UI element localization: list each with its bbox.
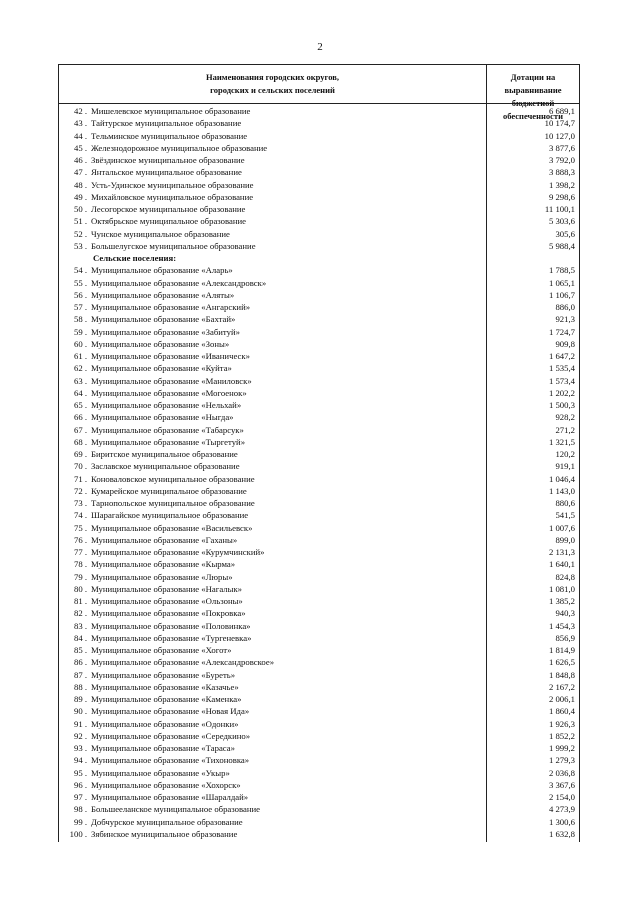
- row-value: 856,9: [555, 632, 575, 643]
- row-number: 82 .: [73, 608, 87, 619]
- row-name: Кумарейское муниципальное образование: [91, 485, 247, 496]
- row-number: 57 .: [73, 302, 87, 312]
- row-name: Муниципальное образование «Аларь»: [91, 265, 233, 276]
- table-row: [59, 166, 579, 178]
- row-number: 51 .: [73, 216, 87, 227]
- table-row: [59, 264, 579, 276]
- row-value: 1 046,4: [548, 473, 575, 484]
- row-name: Муниципальное образование «Укыр»: [91, 767, 230, 778]
- page-number: 2: [317, 41, 323, 53]
- row-value: 541,5: [555, 510, 575, 521]
- row-number: 64 .: [73, 387, 87, 398]
- table-row: [59, 620, 579, 632]
- row-value: 1 279,3: [548, 755, 575, 766]
- row-name: Муниципальное образование «Тыргетуй»: [91, 436, 246, 447]
- table-row: [59, 105, 579, 117]
- table-row: [59, 779, 579, 791]
- table-row: [59, 350, 579, 362]
- row-number: 66 .: [73, 412, 87, 423]
- row-name: Муниципальное образование «Ользоны»: [91, 596, 243, 606]
- header-value-line1: Дотации на выравнивание: [504, 72, 562, 95]
- row-name: Железнодорожное муниципальное образование: [91, 142, 268, 153]
- table-row: [59, 460, 579, 472]
- section-heading: Сельские поселения:: [93, 253, 177, 263]
- row-name: Муниципальное образование «Иваническ»: [91, 351, 250, 361]
- row-number: 75 .: [73, 522, 87, 533]
- table-row: [59, 338, 579, 350]
- row-value: 3 877,6: [548, 142, 575, 153]
- row-name: Муниципальное образование «Нельхай»: [91, 400, 242, 410]
- row-name: Добчурское муниципальное образование: [91, 816, 243, 827]
- table-row: [59, 803, 579, 815]
- row-value: 919,1: [555, 461, 575, 472]
- row-value: 3 888,3: [548, 167, 575, 178]
- table-row: [59, 534, 579, 546]
- row-value: 940,3: [555, 608, 575, 619]
- row-value: 1 852,2: [548, 730, 575, 741]
- row-value: 1 724,7: [548, 326, 575, 337]
- row-number: 50 .: [73, 204, 87, 214]
- row-name: Лесогорское муниципальное образование: [91, 204, 246, 214]
- row-name: Тарнопольское муниципальное образование: [91, 498, 255, 508]
- subsidy-table: [58, 64, 580, 842]
- table-row: [59, 130, 579, 142]
- table-row: [59, 277, 579, 289]
- row-value: 1 626,5: [548, 657, 575, 668]
- row-number: 63 .: [73, 375, 87, 386]
- table-row: [59, 669, 579, 681]
- row-value: 1 385,2: [548, 596, 575, 606]
- row-value: 120,2: [555, 449, 575, 459]
- table-row: [59, 411, 579, 423]
- row-name: Муниципальное образование «Казачье»: [91, 681, 239, 692]
- row-number: 87 .: [73, 669, 87, 680]
- row-name: Шарагайское муниципальное образование: [91, 510, 249, 521]
- table-row: [59, 509, 579, 521]
- row-value: 1 300,6: [548, 816, 575, 827]
- row-number: 80 .: [73, 583, 87, 594]
- row-name: Муниципальное образование «Хогот»: [91, 645, 232, 655]
- table-row: [59, 571, 579, 583]
- row-value: 1 202,2: [548, 387, 575, 398]
- row-number: 94 .: [73, 755, 87, 766]
- row-name: Тельминское муниципальное образование: [91, 130, 248, 141]
- header-name-line2: городских и сельских поселений: [210, 85, 335, 95]
- row-value: 2 036,8: [548, 767, 575, 778]
- table-row: [59, 191, 579, 203]
- row-number: 73 .: [73, 498, 87, 508]
- row-name: Усть-Удинское муниципальное образование: [91, 179, 254, 190]
- row-value: 6 689,1: [548, 106, 575, 116]
- row-number: 68 .: [73, 436, 87, 447]
- row-name: Муниципальное образование «Ангарский»: [91, 302, 251, 312]
- table-row: [59, 681, 579, 693]
- row-number: 52 .: [73, 228, 87, 239]
- row-value: 2 154,0: [548, 792, 575, 802]
- table-row: [59, 693, 579, 705]
- row-name: Муниципальное образование «Кырма»: [91, 559, 236, 570]
- row-number: 59 .: [73, 326, 87, 337]
- row-number: 83 .: [73, 620, 87, 631]
- table-row: [59, 767, 579, 779]
- row-number: 81 .: [73, 596, 87, 606]
- row-number: 88 .: [73, 681, 87, 692]
- table-row: [59, 607, 579, 619]
- table-row: [59, 289, 579, 301]
- row-number: 98 .: [73, 804, 87, 815]
- row-value: 1 999,2: [548, 743, 575, 753]
- table-row: [59, 228, 579, 240]
- row-value: 1 454,3: [548, 620, 575, 631]
- table-row: [59, 301, 579, 313]
- table-row: [59, 179, 579, 191]
- row-number: 54 .: [73, 265, 87, 276]
- row-number: 45 .: [73, 142, 87, 153]
- row-number: 84 .: [73, 632, 87, 643]
- row-value: 9 298,6: [548, 191, 575, 202]
- row-value: 11 100,1: [544, 204, 575, 214]
- row-number: 65 .: [73, 400, 87, 410]
- table-row: [59, 399, 579, 411]
- row-value: 928,2: [555, 412, 575, 423]
- row-name: Зябинское муниципальное образование: [91, 828, 238, 839]
- row-number: 85 .: [73, 645, 87, 655]
- row-value: 4 273,9: [548, 804, 575, 815]
- table-row: [59, 644, 579, 656]
- row-name: Муниципальное образование «Буреть»: [91, 669, 236, 680]
- row-number: 62 .: [73, 363, 87, 374]
- row-name: Большелугское муниципальное образование: [91, 240, 256, 251]
- table-row: [59, 448, 579, 460]
- row-name: Муниципальное образование «Табарсук»: [91, 424, 244, 435]
- row-number: 93 .: [73, 743, 87, 753]
- section-heading-row: [59, 252, 579, 264]
- row-number: 72 .: [73, 485, 87, 496]
- row-value: 1 007,6: [548, 522, 575, 533]
- row-name: Муниципальное образование «Каменка»: [91, 694, 242, 704]
- row-name: Муниципальное образование «Хохорск»: [91, 779, 241, 790]
- row-name: Муниципальное образование «Могоенок»: [91, 387, 247, 398]
- row-value: 271,2: [555, 424, 575, 435]
- row-value: 880,6: [555, 498, 575, 508]
- row-value: 2 167,2: [548, 681, 575, 692]
- row-name: Муниципальное образование «Куйта»: [91, 363, 232, 374]
- row-number: 97 .: [73, 792, 87, 802]
- table-row: [59, 154, 579, 166]
- table-row: [59, 595, 579, 607]
- row-name: Муниципальное образование «Маниловск»: [91, 375, 252, 386]
- row-number: 58 .: [73, 314, 87, 325]
- table-row: [59, 742, 579, 754]
- table-row: [59, 828, 579, 840]
- header-value-line2: бюджетной обеспеченности: [503, 98, 563, 121]
- row-name: Муниципальное образование «Тихоновка»: [91, 755, 250, 766]
- row-value: 5 303,6: [548, 216, 575, 227]
- table-row: [59, 436, 579, 448]
- table-row: [59, 424, 579, 436]
- row-number: 77 .: [73, 547, 87, 557]
- row-number: 48 .: [73, 179, 87, 190]
- row-value: 5 988,4: [548, 240, 575, 251]
- row-number: 61 .: [73, 351, 87, 361]
- table-row: [59, 546, 579, 558]
- table-row: [59, 816, 579, 828]
- table-row: [59, 362, 579, 374]
- row-number: 95 .: [73, 767, 87, 778]
- row-number: 53 .: [73, 240, 87, 251]
- table-row: [59, 522, 579, 534]
- table-row: [59, 754, 579, 766]
- row-value: 1 106,7: [548, 289, 575, 300]
- row-value: 909,8: [555, 338, 575, 349]
- row-name: Муниципальное образование «Гаханы»: [91, 534, 238, 545]
- row-value: 305,6: [555, 228, 575, 239]
- table-row: [59, 558, 579, 570]
- row-name: Заславское муниципальное образование: [91, 461, 240, 472]
- header-name-line1: Наименования городских округов,: [206, 72, 339, 82]
- row-number: 71 .: [73, 473, 87, 484]
- row-value: 1 573,4: [548, 375, 575, 386]
- row-number: 49 .: [73, 191, 87, 202]
- table-row: [59, 326, 579, 338]
- row-number: 91 .: [73, 718, 87, 729]
- table-row: [59, 240, 579, 252]
- table-row: [59, 142, 579, 154]
- row-number: 42 .: [73, 106, 87, 116]
- row-value: 3 367,6: [548, 779, 575, 790]
- row-value: 1 398,2: [548, 179, 575, 190]
- row-name: Муниципальное образование «Аляты»: [91, 289, 235, 300]
- row-value: 1 814,9: [548, 645, 575, 655]
- row-name: Муниципальное образование «Тургеневка»: [91, 632, 252, 643]
- row-value: 1 926,3: [548, 718, 575, 729]
- row-name: Мишелевское муниципальное образование: [91, 106, 251, 116]
- row-number: 90 .: [73, 706, 87, 717]
- row-value: 1 321,5: [548, 436, 575, 447]
- row-name: Муниципальное образование «Нагалык»: [91, 583, 243, 594]
- row-value: 1 081,0: [548, 583, 575, 594]
- row-number: 43 .: [73, 118, 87, 129]
- row-number: 69 .: [73, 449, 87, 459]
- row-name: Муниципальное образование «Александровск»: [91, 277, 267, 288]
- row-name: Муниципальное образование «Новая Ида»: [91, 706, 250, 717]
- row-name: Муниципальное образование «Половинка»: [91, 620, 251, 631]
- row-name: Октябрьское муниципальное образование: [91, 216, 247, 227]
- row-name: Чунское муниципальное образование: [91, 228, 230, 239]
- table-row: [59, 215, 579, 227]
- row-name: Муниципальное образование «Покровка»: [91, 608, 246, 619]
- row-value: 2 131,3: [548, 547, 575, 557]
- row-name: Михайловское муниципальное образование: [91, 191, 254, 202]
- row-name: Муниципальное образование «Середкино»: [91, 730, 251, 741]
- row-number: 92 .: [73, 730, 87, 741]
- row-name: Муниципальное образование «Ныгда»: [91, 412, 234, 423]
- row-name: Звёздинское муниципальное образование: [91, 155, 245, 165]
- row-name: Муниципальное образование «Курумчинский»: [91, 547, 265, 557]
- row-value: 10 174,7: [544, 118, 575, 129]
- table-row: [59, 203, 579, 215]
- row-value: 921,3: [555, 314, 575, 325]
- row-number: 76 .: [73, 534, 87, 545]
- table-row: [59, 485, 579, 497]
- table-row: [59, 705, 579, 717]
- row-name: Тайтурское муниципальное образование: [91, 118, 242, 129]
- row-number: 67 .: [73, 424, 87, 435]
- row-name: Муниципальное образование «Васильевск»: [91, 522, 253, 533]
- table-row: [59, 730, 579, 742]
- row-name: Биритское муниципальное образование: [91, 449, 238, 459]
- row-value: 3 792,0: [548, 155, 575, 165]
- row-number: 96 .: [73, 779, 87, 790]
- row-number: 60 .: [73, 338, 87, 349]
- table-body: [59, 105, 579, 840]
- row-number: 55 .: [73, 277, 87, 288]
- row-value: 886,0: [555, 302, 575, 312]
- table-row: [59, 387, 579, 399]
- row-value: 824,8: [555, 571, 575, 582]
- table-row: [59, 117, 579, 129]
- row-number: 78 .: [73, 559, 87, 570]
- table-row: [59, 656, 579, 668]
- row-name: Муниципальное образование «Александровское»: [91, 657, 275, 668]
- header-name-column: [59, 71, 486, 97]
- table-row: [59, 632, 579, 644]
- row-value: 1 848,8: [548, 669, 575, 680]
- row-name: Муниципальное образование «Одонки»: [91, 718, 239, 729]
- row-value: 1 535,4: [548, 363, 575, 374]
- row-name: Муниципальное образование «Зоны»: [91, 338, 230, 349]
- row-name: Муниципальное образование «Тараса»: [91, 743, 235, 753]
- table-row: [59, 313, 579, 325]
- row-name: Муниципальное образование «Забитуй»: [91, 326, 240, 337]
- table-row: [59, 718, 579, 730]
- table-row: [59, 791, 579, 803]
- row-number: 100 .: [69, 828, 87, 839]
- row-value: 2 006,1: [548, 694, 575, 704]
- table-row: [59, 497, 579, 509]
- row-number: 44 .: [73, 130, 87, 141]
- row-name: Муниципальное образование «Люры»: [91, 571, 233, 582]
- row-name: Муниципальное образование «Бахтай»: [91, 314, 236, 325]
- row-name: Янтальское муниципальное образование: [91, 167, 242, 178]
- row-name: Большееланское муниципальное образование: [91, 804, 260, 815]
- row-number: 70 .: [73, 461, 87, 472]
- row-value: 1 647,2: [548, 351, 575, 361]
- row-name: Муниципальное образование «Шаралдай»: [91, 792, 249, 802]
- row-number: 79 .: [73, 571, 87, 582]
- row-number: 89 .: [73, 694, 87, 704]
- row-value: 1 788,5: [548, 265, 575, 276]
- row-number: 56 .: [73, 289, 87, 300]
- row-number: 86 .: [73, 657, 87, 668]
- row-value: 1 640,1: [548, 559, 575, 570]
- row-value: 1 500,3: [548, 400, 575, 410]
- table-row: [59, 583, 579, 595]
- row-name: Коноваловское муниципальное образование: [91, 473, 255, 484]
- row-value: 899,0: [555, 534, 575, 545]
- table-row: [59, 473, 579, 485]
- row-number: 99 .: [73, 816, 87, 827]
- row-number: 74 .: [73, 510, 87, 521]
- row-number: 46 .: [73, 155, 87, 165]
- row-value: 10 127,0: [544, 130, 575, 141]
- row-value: 1 860,4: [548, 706, 575, 717]
- row-number: 47 .: [73, 167, 87, 178]
- row-value: 1 143,0: [548, 485, 575, 496]
- table-row: [59, 375, 579, 387]
- row-value: 1 632,8: [548, 828, 575, 839]
- row-value: 1 065,1: [548, 277, 575, 288]
